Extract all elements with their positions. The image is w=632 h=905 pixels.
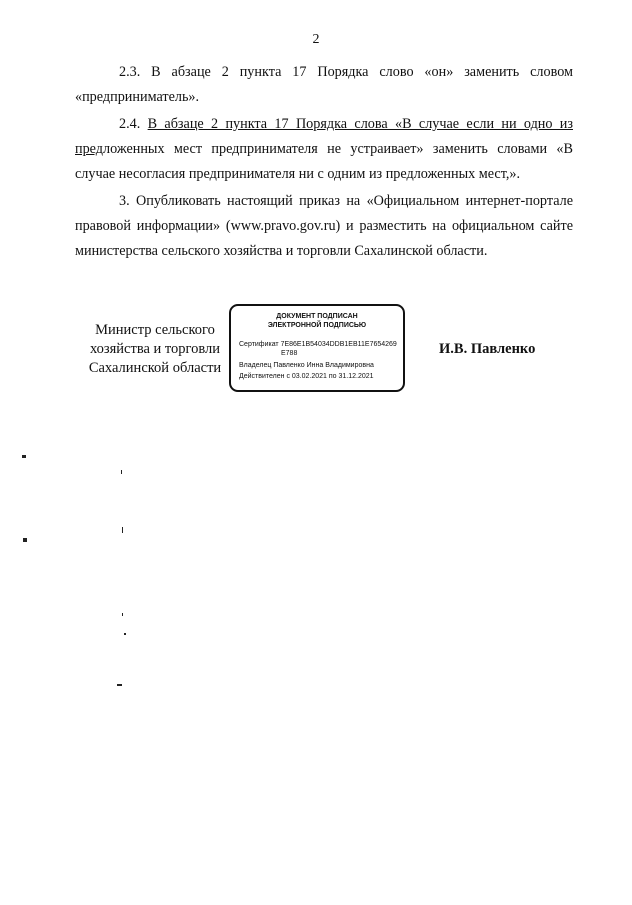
stamp-owner: Владелец Павленко Инна Владимировна	[239, 362, 374, 369]
signer-title-line: хозяйства и торговли	[89, 341, 221, 357]
scan-speck	[117, 684, 122, 686]
signer-name: И.В. Павленко	[439, 341, 536, 357]
paragraph-3: 3. Опубликовать настоящий приказ на «Официальном интернет-портале правовой информации» (www.pravo.gov.ru) и разместить на официальном сайте министерства сельского хозяйства и торговли Сахалинской области.	[75, 193, 573, 259]
stamp-validity: Действителен с 03.02.2021 по 31.12.2021	[239, 373, 374, 380]
signer-title-line: Сахалинской области	[88, 360, 222, 376]
stamp-certificate-cont: E788	[281, 350, 298, 357]
signer-title	[80, 321, 230, 378]
stamp-certificate: Сертификат 7E86E1B54034DDB1EB11E7654269	[239, 341, 397, 348]
paragraph-2-3: 2.3. В абзаце 2 пункта 17 Порядка слово «он» заменить словом «предприниматель».	[75, 64, 573, 105]
paragraph-2-4-rest: ложенных мест предпринимателя не устраивает» заменить словами «В случае несогласия предпринимателя ни с одним из предложенных мест,».	[75, 141, 573, 182]
stamp-header	[231, 312, 403, 330]
paragraph-2-4	[75, 112, 573, 187]
scan-speck	[121, 470, 122, 474]
page-number: 2	[312, 32, 320, 47]
scan-speck	[124, 633, 126, 635]
stamp-header-line: ДОКУМЕНТ ПОДПИСАН	[276, 313, 358, 320]
scan-speck	[23, 538, 27, 542]
scan-speck	[122, 613, 123, 616]
electronic-signature-stamp	[229, 304, 405, 392]
paragraph-2-4-underlined: В абзаце 2 пункта 17 Порядка слова «В случае если ни одно из пред	[75, 116, 573, 157]
scan-speck	[122, 527, 123, 533]
scan-speck	[22, 455, 26, 458]
stamp-header-line: ЭЛЕКТРОННОЙ ПОДПИСЬЮ	[267, 322, 367, 329]
paragraph-2-4-prefix: 2.4.	[119, 116, 148, 132]
signer-title-line: Министр сельского	[95, 322, 215, 338]
